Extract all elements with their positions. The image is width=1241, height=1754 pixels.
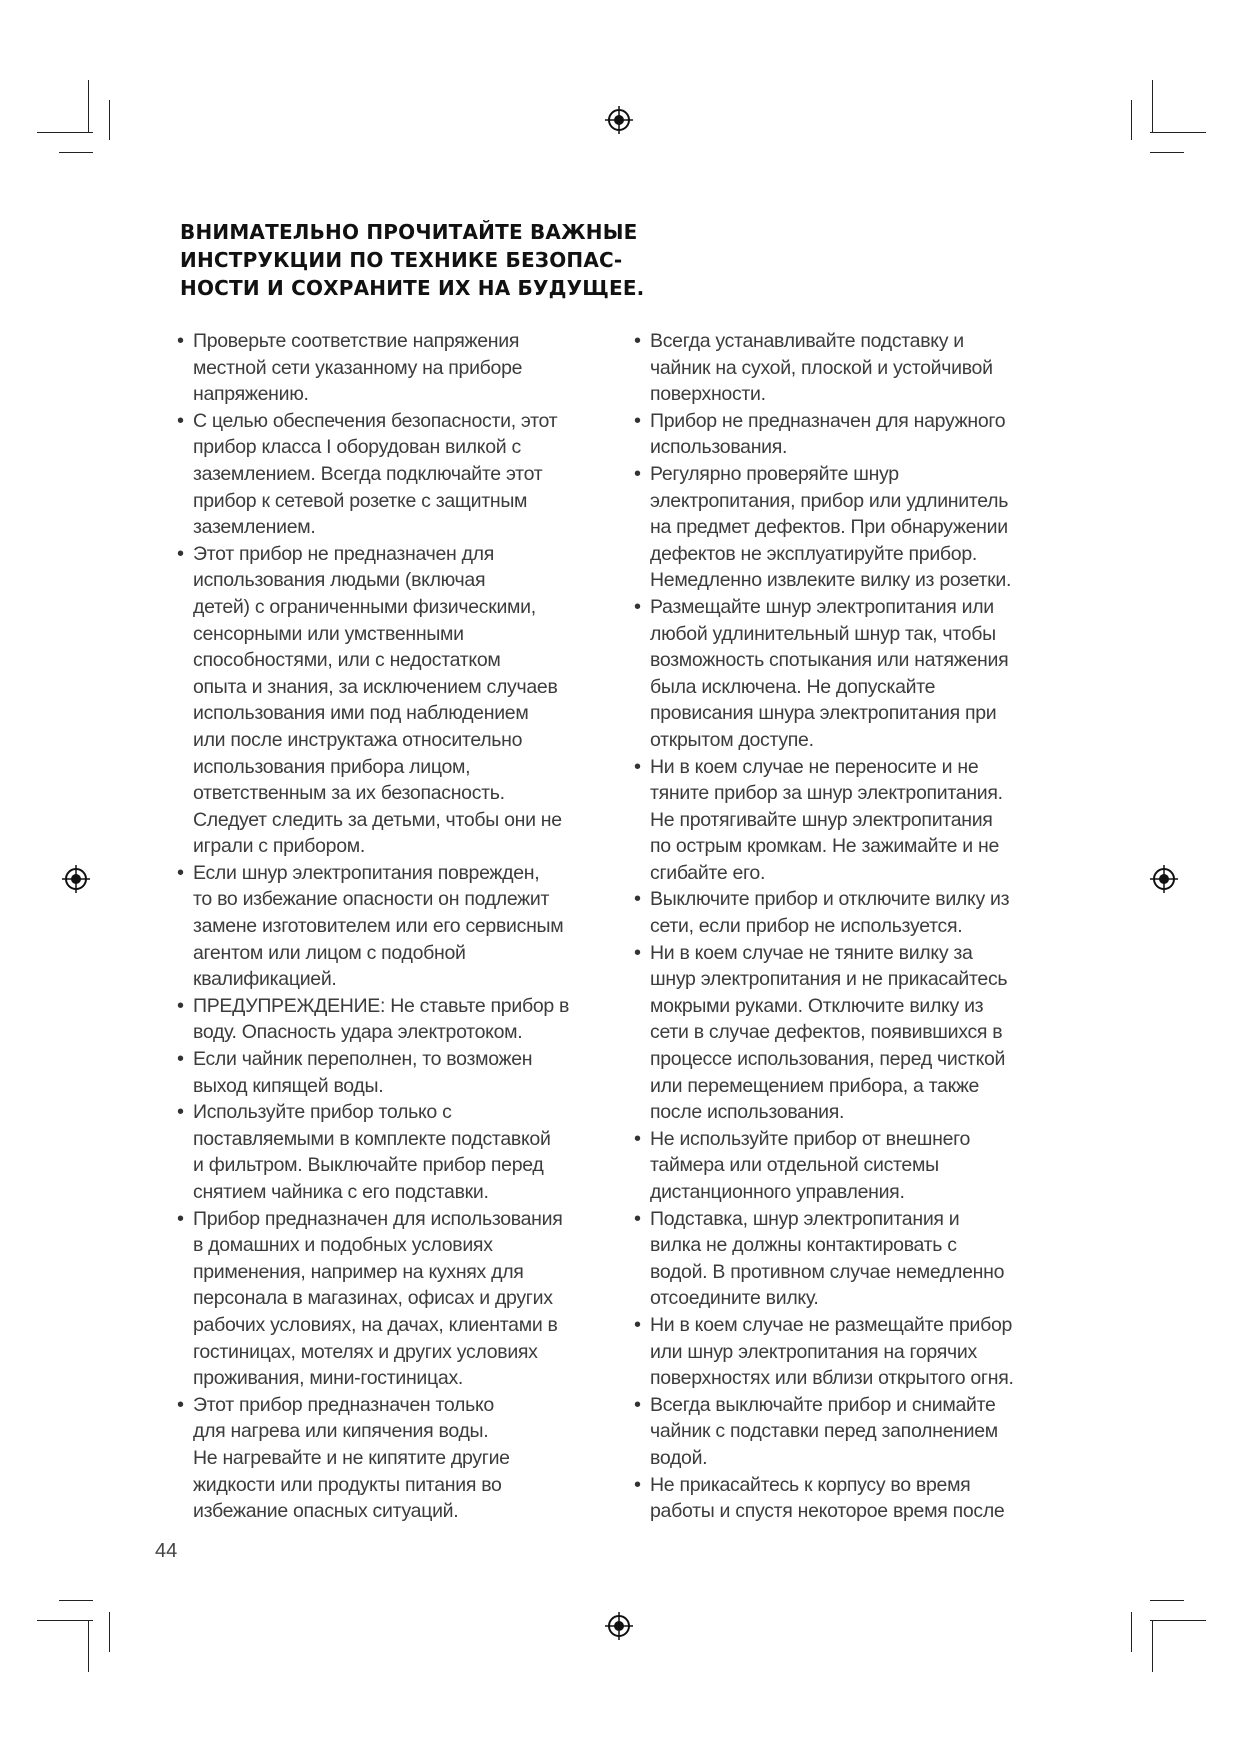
list-item-line: проживания, мини-гостиницах. [193,1367,464,1390]
list-item-line: заземлением. [193,516,316,539]
crop-mark [109,1612,110,1652]
crop-mark [1150,152,1184,153]
list-item [634,886,1074,939]
list-item [634,594,1074,754]
list-item-line: тяните прибор за шнур электропитания. [650,782,1003,805]
list-item-line: использования. [650,436,788,459]
list-item-line: • Регулярно проверяйте шнур [650,462,899,485]
list-item-line: замене изготовителем или его сервисным [193,915,564,938]
list-item-line: дефектов не эксплуатируйте прибор. [650,542,978,565]
list-item-line: • Не используйте прибор от внешнего [650,1127,971,1150]
crop-mark [109,100,110,140]
list-item-line: любой удлинительный шнур так, чтобы [650,622,996,645]
list-item-line: • Выключите прибор и отключите вилку из [650,888,1010,911]
list-item-line: рабочих условиях, на дачах, клиентами в [193,1313,558,1336]
list-item-line: водой. [650,1446,708,1469]
list-item-line: прибор класса I оборудован вилкой с [193,436,521,459]
left-column-list [177,328,617,1525]
list-item-line: • Прибор предназначен для использования [193,1207,563,1230]
list-item [634,754,1074,887]
list-item-line: • Подставка, шнур электропитания и [650,1207,960,1230]
list-item-line: • Прибор не предназначен для наружного [650,409,1006,432]
list-item-line: заземлением. Всегда подключайте этот [193,462,543,485]
crop-mark [1152,80,1153,132]
list-item-line: то во избежание опасности он подлежит [193,888,550,911]
crop-mark [59,1600,93,1601]
list-item-line: • Не прикасайтесь к корпусу во время [650,1473,971,1496]
list-item-line: способностями, или с недостатком [193,649,501,672]
list-item-line: • Если чайник переполнен, то возможен [193,1048,533,1071]
list-item-line: агентом или лицом с подобной [193,941,466,964]
list-item-line: • Всегда устанавливайте подставку и [650,330,964,352]
list-item [634,1312,1074,1392]
list-item-line: работы и спустя некоторое время после [650,1500,1005,1523]
crop-mark [1131,1612,1132,1652]
list-item [177,1392,617,1525]
list-item-line: местной сети указанному на приборе [193,356,523,379]
list-item-line: или шнур электропитания на горячих [650,1340,977,1363]
list-item-line: играли с прибором. [193,835,365,858]
list-item-line: и фильтром. Выключайте прибор перед [193,1154,544,1177]
crop-mark [1152,1620,1153,1672]
list-item-line: напряжению. [193,383,309,406]
list-item [634,1126,1074,1206]
list-item [634,940,1074,1126]
list-item-line: дистанционного управления. [650,1181,905,1203]
list-item-line: процессе использования, перед чисткой [650,1048,1006,1071]
page-number: 44 [155,1540,178,1562]
list-item-line: в домашних и подобных условиях [193,1234,493,1257]
crop-mark [88,1620,89,1672]
list-item-line: ответственным за их безопасность. [193,782,505,805]
list-item-line: Не протягивайте шнур электропитания [650,808,993,831]
list-item-line: Следует следить за детьми, чтобы они не [193,808,562,831]
page-title [180,218,645,302]
list-item-line: сети в случае дефектов, появившихся в [650,1021,1003,1044]
right-column-list [634,328,1074,1525]
list-item-line: • ПРЕДУПРЕЖДЕНИЕ: Не ставьте прибор в [193,994,570,1017]
list-item-line: • Всегда выключайте прибор и снимайте [650,1393,996,1416]
registration-mark-icon [62,865,90,893]
crop-mark [37,132,93,133]
list-item-line: мокрыми руками. Отключите вилку из [650,994,984,1017]
list-item-line: Не нагревайте и не кипятите другие [193,1446,510,1469]
list-item-line: • Проверьте соответствие напряжения [193,330,520,352]
list-item-line: использования людьми (включая [193,569,486,592]
list-item-line: на предмет дефектов. При обнаружении [650,516,1008,539]
list-item-line: • С целью обеспечения безопасности, этот [193,409,558,432]
list-item [634,328,1074,408]
list-item-line: избежание опасных ситуаций. [193,1500,459,1523]
list-item-line: была исключена. Не допускайте [650,675,936,698]
list-item-line: квалификацией. [193,968,337,991]
list-item-line: воду. Опасность удара электротоком. [193,1021,523,1044]
list-item-line: сенсорными или умственными [193,622,464,645]
list-item-line: • Используйте прибор только с [193,1101,452,1124]
list-item [177,541,617,860]
list-item [634,1472,1074,1525]
list-item-line: электропитания, прибор или удлинитель [650,489,1009,512]
list-item [634,461,1074,594]
list-item-line: применения, например на кухнях для [193,1260,524,1283]
list-item [177,1099,617,1205]
list-item-line: использования ими под наблюдением [193,702,529,725]
crop-mark [1131,100,1132,140]
list-item-line: • Ни в коем случае не размещайте прибор [650,1313,1013,1336]
list-item-line: для нагрева или кипячения воды. [193,1420,489,1443]
list-item [634,1206,1074,1312]
crop-mark [1150,1600,1184,1601]
registration-mark-icon [605,1612,633,1640]
list-item-line: после использования. [650,1101,845,1124]
list-item-line: детей) с ограниченными физическими, [193,595,536,618]
list-item [177,408,617,541]
title-line: НОСТИ И СОХРАНИТЕ ИХ НА БУДУЩЕЕ. [180,276,645,300]
list-item-line: водой. В противном случае немедленно [650,1260,1005,1283]
registration-mark-icon [605,106,633,134]
list-item-line: шнур электропитания и не прикасайтесь [650,968,1008,991]
crop-mark [1150,132,1206,133]
list-item-line: вилка не должны контактировать с [650,1234,957,1257]
crop-mark [88,80,89,132]
list-item [177,328,617,408]
list-item-line: или после инструктажа относительно [193,728,523,751]
list-item-line: по острым кромкам. Не зажимайте и не [650,835,1000,858]
list-item [634,1392,1074,1472]
list-item-line: открытом доступе. [650,728,814,751]
list-item-line: провисания шнура электропитания при [650,702,997,725]
list-item-line: прибор к сетевой розетке с защитным [193,489,528,512]
list-item-line: поставляемыми в комплекте подставкой [193,1127,551,1150]
title-line: ВНИМАТЕЛЬНО ПРОЧИТАЙТЕ ВАЖНЫЕ [180,220,638,244]
list-item [177,993,617,1046]
list-item-line: • Если шнур электропитания поврежден, [193,861,540,884]
list-item-line: использования прибора лицом, [193,755,471,778]
list-item-line: гостиницах, мотелях и других условиях [193,1340,538,1363]
crop-mark [1150,1620,1206,1621]
list-item-line: чайник на сухой, плоской и устойчивой [650,356,993,379]
title-line: ИНСТРУКЦИИ ПО ТЕХНИКЕ БЕЗОПАС- [180,248,623,272]
list-item-line: • Этот прибор предназначен только [193,1393,494,1416]
crop-mark [59,152,93,153]
list-item-line: сгибайте его. [650,861,766,884]
list-item-line: жидкости или продукты питания во [193,1473,502,1496]
list-item-line: отсоедините вилку. [650,1287,819,1310]
list-item-line: снятием чайника с его подставки. [193,1181,489,1203]
list-item-line: персонала в магазинах, офисах и других [193,1287,553,1310]
list-item-line: • Ни в коем случае не тяните вилку за [650,941,973,964]
list-item-line: • Ни в коем случае не переносите и не [650,755,979,778]
list-item-line: Немедленно извлеките вилку из розетки. [650,569,1012,592]
list-item [634,408,1074,461]
list-item-line: поверхности. [650,383,766,406]
list-item-line: чайник с подставки перед заполнением [650,1420,998,1443]
list-item-line: поверхностях или вблизи открытого огня. [650,1367,1014,1390]
list-item [177,1206,617,1392]
list-item-line: • Этот прибор не предназначен для [193,542,495,565]
list-item-line: или перемещением прибора, а также [650,1074,980,1097]
crop-mark [37,1620,93,1621]
list-item-line: опыта и знания, за исключением случаев [193,675,558,698]
list-item-line: таймера или отдельной системы [650,1154,939,1177]
list-item [177,1046,617,1099]
registration-mark-icon [1150,865,1178,893]
list-item-line: выход кипящей воды. [193,1074,384,1097]
list-item [177,860,617,993]
list-item-line: возможность спотыкания или натяжения [650,649,1009,672]
list-item-line: • Размещайте шнур электропитания или [650,595,994,618]
list-item-line: сети, если прибор не используется. [650,915,963,938]
